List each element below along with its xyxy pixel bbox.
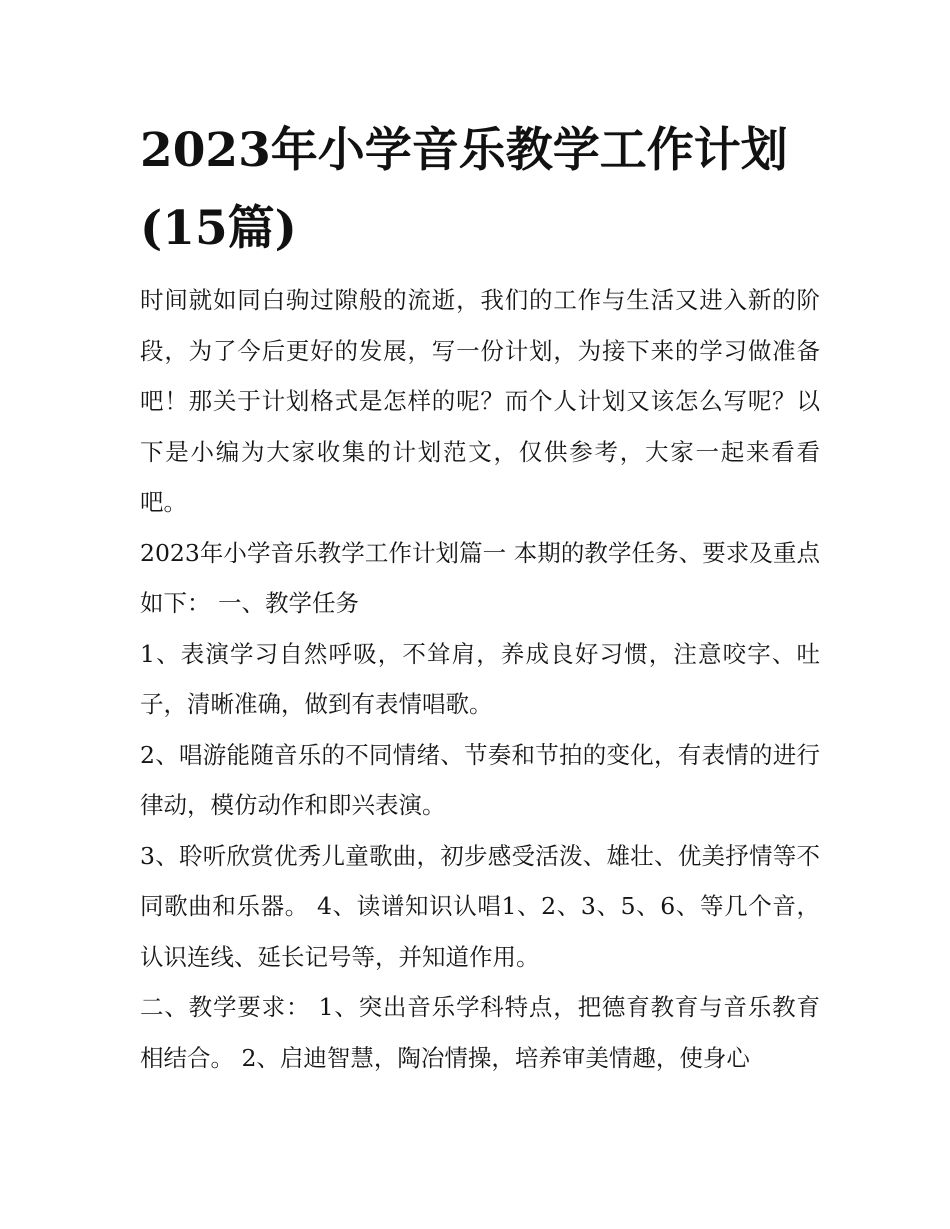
document-content [140,112,820,1083]
paragraph-item-2: 2、唱游能随音乐的不同情绪、节奏和节拍的变化，有表情的进行律动，模仿动作和即兴表演。 [140,740,820,819]
paragraph-item-1: 1、表演学习自然呼吸，不耸肩，养成良好习惯，注意咬字、吐子，清晰准确，做到有表情唱歌。 [140,639,820,718]
paragraph-intro: 时间就如同白驹过隙般的流逝，我们的工作与生活又进入新的阶段，为了今后更好的发展，写一份计划，为接下来的学习做准备吧！那关于计划格式是怎样的呢？而个人计划又该怎么写呢？以下是小编为大家收集的计划范文，仅供参考，大家一起来看看吧。 [140,286,820,516]
paragraph-section-one-heading: 2023年小学音乐教学工作计划篇一 本期的教学任务、要求及重点如下： 一、教学任务 [140,538,820,617]
paragraph-section-two: 二、教学要求： 1、突出音乐学科特点，把德育教育与音乐教育相结合。 2、启迪智慧，陶冶情操，培养审美情趣，使身心 [140,993,820,1072]
document-title: 2023年小学音乐教学工作计划 (15篇) [140,123,788,256]
paragraph-item-3-4: 3、聆听欣赏优秀儿童歌曲，初步感受活泼、雄壮、优美抒情等不同歌曲和乐器。 4、读谱知识认唱1、2、3、5、6、等几个音，认识连线、延长记号等，并知道作用。 [140,841,820,971]
document-body [140,275,820,1083]
